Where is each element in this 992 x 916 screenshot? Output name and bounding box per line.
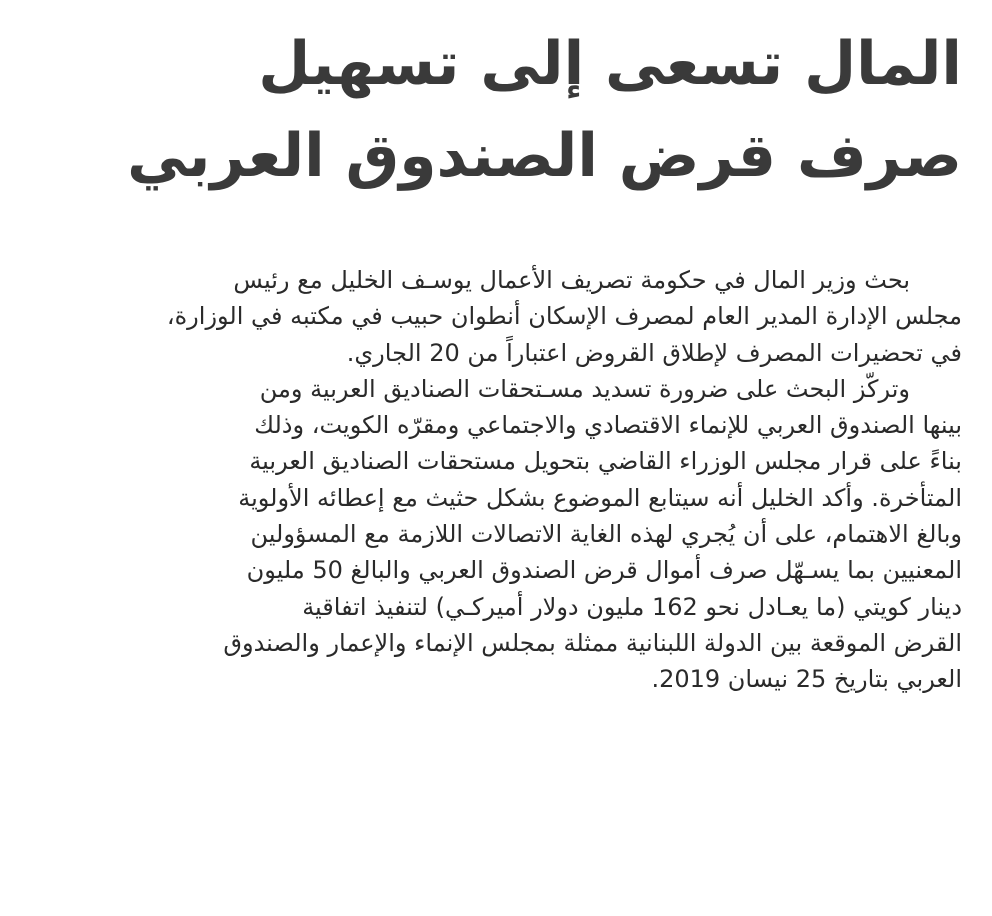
- body-line-12: العربي بتاريخ 25 نيسان 2019.: [651, 665, 962, 694]
- body-line-4: وتركّز البحث على ضرورة تسديد مسـتحقات الصناديق العربية ومن: [259, 374, 910, 403]
- body-line-5: بينها الصندوق العربي للإنماء الاقتصادي والاجتماعي ومقرّه الكويت، وذلك: [254, 411, 962, 440]
- body-line-6: بناءً على قرار مجلس الوزراء القاضي بتحويل مستحقات الصناديق العربية: [249, 447, 962, 476]
- headline: [22, 18, 962, 202]
- body-line-7: المتأخرة. وأكد الخليل أنه سيتابع الموضوع بشكل حثيث مع إعطائه الأولوية: [238, 483, 962, 512]
- body-line-3: في تحضيرات المصرف لإطلاق القروض اعتباراً من 20 الجاري.: [346, 338, 962, 367]
- headline-line-1: المال تسعى إلى تسهيل: [258, 29, 962, 99]
- body-line-10: دينار كويتي (ما يعـادل نحو 162 مليون دولار أميركـي) لتنفيذ اتفاقية: [302, 592, 962, 621]
- article-body: [17, 262, 962, 698]
- body-line-9: المعنيين بما يسـهّل صرف أموال قرض الصندوق العربي والبالغ 50 مليون: [246, 556, 962, 585]
- headline-line-2: صرف قرض الصندوق العربي: [127, 121, 962, 191]
- body-line-8: وبالغ الاهتمام، على أن يُجري لهذه الغاية الاتصالات اللازمة مع المسؤولين: [250, 520, 962, 549]
- body-line-1: بحث وزير المال في حكومة تصريف الأعمال يوسـف الخليل مع رئيس: [233, 266, 910, 294]
- body-line-2: مجلس الإدارة المدير العام لمصرف الإسكان أنطوان حبيب في مكتبه في الوزارة،: [166, 302, 962, 331]
- body-line-11: القرض الموقعة بين الدولة اللبنانية ممثلة بمجلس الإنماء والإعمار والصندوق: [223, 628, 962, 657]
